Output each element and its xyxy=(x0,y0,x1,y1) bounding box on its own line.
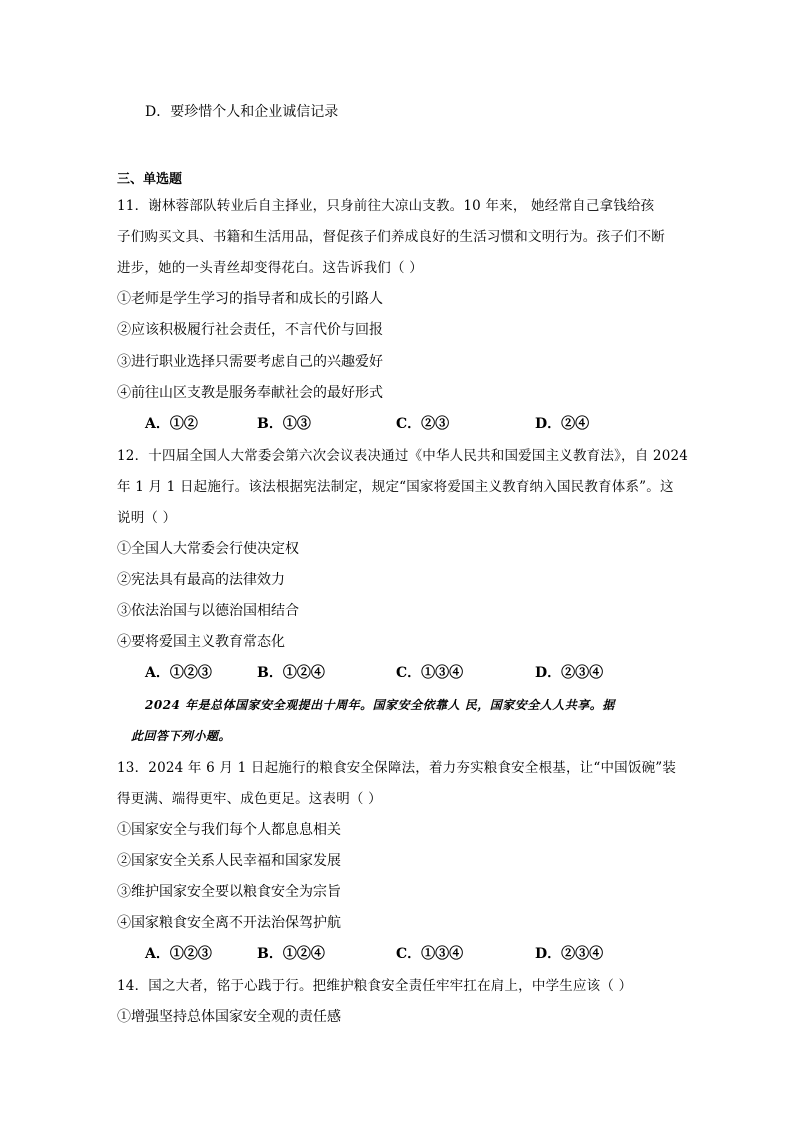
statement-item: ①增强坚持总体国家安全观的责任感 xyxy=(117,1009,341,1025)
statement-item: ②应该积极履行社会责任，不言代价与回报 xyxy=(117,322,383,338)
statement-item: ②国家安全关系人民幸福和国家发展 xyxy=(117,853,341,869)
answer-option-b[interactable]: B．①③ xyxy=(257,416,311,432)
material-line: 2024 年是总体国家安全观提出十周年。国家安全依靠人 民，国家安全人人共享。据 xyxy=(145,698,615,712)
answer-option-b[interactable]: B．①②④ xyxy=(257,665,325,681)
answer-option-d[interactable]: D．②③④ xyxy=(535,946,604,962)
answer-option-c[interactable]: C．②③ xyxy=(396,416,450,432)
statement-item: ④前往山区支教是服务奉献社会的最好形式 xyxy=(117,385,383,401)
question-stem-line: 进步，她的一头青丝却变得花白。这告诉我们（ ） xyxy=(117,260,423,276)
statement-item: ④国家粮食安全离不开法治保驾护航 xyxy=(117,915,341,931)
statement-item: ③维护国家安全要以粮食安全为宗旨 xyxy=(117,884,341,900)
answer-option-a[interactable]: A．①②③ xyxy=(145,665,212,681)
answer-option-c[interactable]: C．①③④ xyxy=(396,946,464,962)
question-stem-line: 13．2024 年 6 月 1 日起施行的粮食安全保障法，着力夯实粮食安全根基，让“中国饭碗”装 xyxy=(117,760,677,776)
answer-options-row xyxy=(0,663,794,683)
question-stem-line: 子们购买文具、书籍和生活用品，督促孩子们养成良好的生活习惯和文明行为。孩子们不断 xyxy=(117,229,665,245)
answer-option-b[interactable]: B．①②④ xyxy=(257,946,325,962)
answer-option-d[interactable]: D．②③④ xyxy=(535,665,604,681)
question-stem-line: 14．国之大者，铭于心践于行。把维护粮食安全责任牢牢扛在肩上，中学生应该（ ） xyxy=(117,978,633,994)
statement-item: ①老师是学生学习的指导者和成长的引路人 xyxy=(117,291,383,307)
statement-item: ①全国人大常委会行使决定权 xyxy=(117,541,299,557)
question-stem-line: 12．十四届全国人大常委会第六次会议表决通过《中华人民共和国爱国主义教育法》，自 2024 xyxy=(117,448,689,464)
question-stem-line: 11．谢林蓉部队转业后自主择业，只身前往大凉山支教。10 年来， 她经常自己拿钱给孩 xyxy=(117,198,655,214)
answer-option-a[interactable]: A．①②③ xyxy=(145,946,212,962)
answer-options-row xyxy=(0,944,794,964)
question-stem-line: 说明（ ） xyxy=(117,510,177,526)
answer-option-a[interactable]: A．①② xyxy=(145,416,198,432)
answer-option-d[interactable]: D．②④ xyxy=(535,416,590,432)
statement-item: ④要将爱国主义教育常态化 xyxy=(117,634,285,650)
material-line: 此回答下列小题。 xyxy=(131,729,232,743)
answer-options-row xyxy=(0,414,794,434)
answer-option-c[interactable]: C．①③④ xyxy=(396,665,464,681)
statement-item: ③依法治国与以德治国相结合 xyxy=(117,603,299,619)
question-stem-line: 得更满、端得更牢、成色更足。这表明（ ） xyxy=(117,791,382,807)
statement-item: ①国家安全与我们每个人都息息相关 xyxy=(117,822,341,838)
option-d-previous: D．要珍惜个人和企业诚信记录 xyxy=(145,104,339,120)
statement-item: ③进行职业选择只需要考虑自己的兴趣爱好 xyxy=(117,354,383,370)
statement-item: ②宪法具有最高的法律效力 xyxy=(117,572,285,588)
section-heading: 三、单选题 xyxy=(117,172,183,187)
question-stem-line: 年 1 月 1 日起施行。该法根据宪法制定，规定“国家将爱国主义教育纳入国民教育体系”。这 xyxy=(117,479,674,495)
